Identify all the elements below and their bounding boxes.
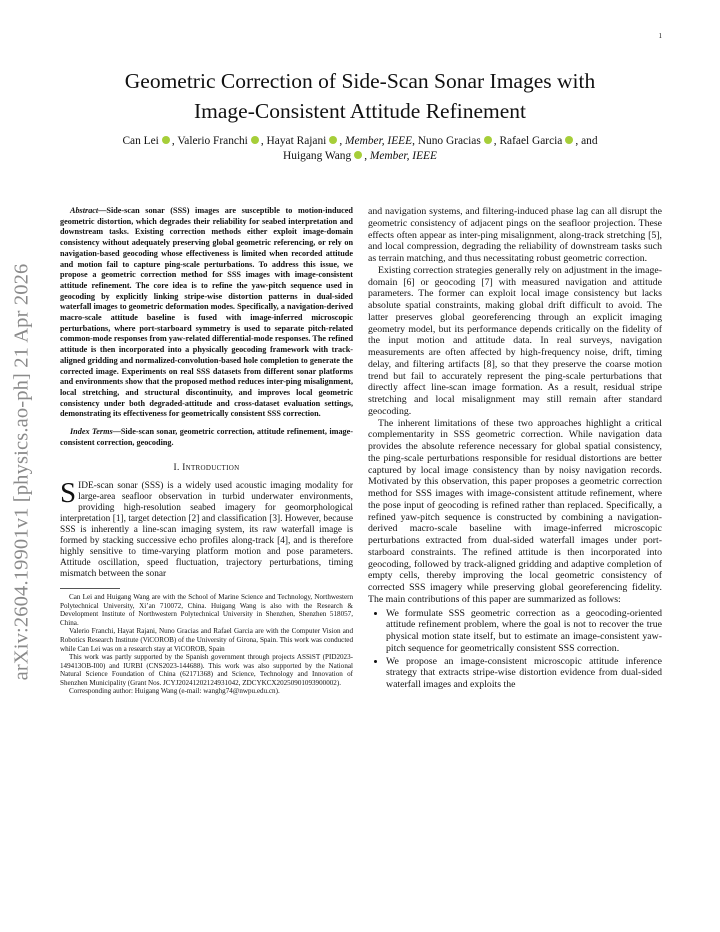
orcid-icon[interactable] xyxy=(251,136,259,144)
left-column xyxy=(60,206,353,696)
author-role: Member, IEEE xyxy=(369,150,437,162)
page-number: 1 xyxy=(658,32,662,40)
footnote: Corresponding author: Huigang Wang (e-mail: wanghg74@nwpu.edu.cn). xyxy=(69,687,280,696)
index-terms-text: —Side-scan sonar, geometric correction, attitude refinement, image-consistent correction, geocoding. xyxy=(60,427,353,447)
abstract-text: —Side-scan sonar (SSS) images are susceptible to motion-induced geometric distortion, which degrades their reliability for seabed interpretation and downstream tasks. Existing correction methods either exploit image-domain consistency without adequately preserving global geometric referencing, or rely on navigation-based geocoding whose effectiveness is limited when recorded attitude and motion fail to capture ping-scale perturbations. To address this issue, we propose a geometric correction method for SSS images with image-consistent attitude refinement. The core idea is to refine the yaw-pitch sequence used in geocoding by explicitly linking stripe-wise distortion patterns in dual-sided waterfall images to geometric deformation modes. Specifically, a navigation-derived macro-scale attitude baseline is fused with image-inferred microscopic perturbations, where port-starboard symmetry is used to separate pitch-related common-mode responses from yaw-related differential-mode responses. The refined attitude is then incorporated into a physically geocoding framework with track-aligned gridding and normalized-convolution-based hole completion to generate the corrected image. Experiments on real SSS datasets from different sonar platforms and environments show that the proposed method reduces inter-ping misalignment, local stretching, and structural discontinuity, and improves local geometric consistency under both degraded-attitude and cross-dataset evaluation settings, demonstrating its effectiveness for geometrically consistent SSS correction. xyxy=(60,206,353,419)
index-terms xyxy=(60,427,353,448)
author-name: Can Lei xyxy=(122,135,159,147)
body-paragraph: The inherent limitations of these two approaches highlight a critical complementarity in SSS geometric correction. While navigation data provides the absolute reference necessary for global spatial consistency, the ping-scale perturbations responsible for residual distortions are better captured by local image consistency than by noisy navigation records. Motivated by this observation, this paper proposes a geometric correction method for SSS images with image-consistent attitude refinement, where the pose input of geocoding is refined rather than replaced. Specifically, a refined yaw-pitch sequence is constructed by combining a navigation-derived macro-scale baseline with image-inferred microscopic perturbations extracted from dual-sided waterfall images under port-starboard constraints. The refined attitude is then incorporated into geocoding, followed by track-aligned gridding and adaptive completion of empty cells, thereby improving the local geometric consistency of corrected SSS imagery while preserving global georeferencing fidelity. The main contributions of this paper are summarized as follows: xyxy=(368,417,662,605)
index-terms-label: Index Terms xyxy=(70,427,113,437)
section-title: Introduction xyxy=(182,463,240,474)
author-name: Huigang Wang xyxy=(283,150,352,162)
arxiv-stamp xyxy=(2,248,42,696)
right-column xyxy=(368,206,662,692)
title-line-1: Geometric Correction of Side-Scan Sonar Images with xyxy=(124,69,596,93)
abstract xyxy=(60,206,353,420)
author-list: Can Lei , Valerio Franchi , Hayat Rajani , Member, IEEE, Nuno Gracias , Rafael Garcia , and Huigang Wang , Member, IEEE xyxy=(122,135,598,162)
abstract-label: Abstract xyxy=(70,206,99,215)
author-role: Member, IEEE xyxy=(345,135,413,147)
orcid-icon[interactable] xyxy=(354,151,362,159)
footnote: Valerio Franchi, Hayat Rajani, Nuno Gracias and Rafael Garcia are with the Computer Vision and Robotics Research Institute (ViCOROB) of the University of Girona, Spain. This work was conducted while Can Lei was on a research stay at ViCOROB, Spain xyxy=(60,627,353,653)
author-name: , Hayat Rajani xyxy=(260,135,327,147)
footnote: This work was partly supported by the Spanish government through projects ASSiST (PID2023-149413OB-I00) and IURBI (CNS2023-144688). This work was also supported by the National Natural Science Foundation of China (62171368) and Science, Technology and Innovation of Shenzhen Municipality (Grant Nos. JCYJ20241202124931042, ZDCYKCX20250901093900002). xyxy=(60,653,353,687)
author-name: , Nuno Gracias xyxy=(412,135,481,147)
list-item: • We formulate SSS geometric correction as a geocoding-oriented attitude refinement problem, where the goal is not to recover the true physical motion state itself, but to estimate an image-consistent yaw-pitch sequence for geometrically consistent SSS correction. xyxy=(386,608,662,655)
orcid-icon[interactable] xyxy=(565,136,573,144)
author-name: , and xyxy=(575,135,598,147)
title-line-2: Image-Consistent Attitude Refinement xyxy=(194,99,526,123)
list-item: • We propose an image-consistent microscopic attitude inference strategy that extracts stripe-wise distortion evidence from dual-sided waterfall images and exploits the xyxy=(386,656,662,691)
paper-title xyxy=(60,66,660,126)
footnote: Can Lei and Huigang Wang are with the School of Marine Science and Technology, Northwestern Polytechnical University, Xi’an 710072, China. Huigang Wang is also with the Research & Development Institute of Northwestern Polytechnical University in Shenzhen, Shenzhen 518057, China. xyxy=(60,592,353,627)
body-paragraph: and navigation systems, and filtering-induced phase lag can all disrupt the geometric consistency of adjacent pings on the seafloor projection. These effects often appear as inter-ping misalignment, along-track stretching [5], and local compression, degrading the reliability of downstream tasks such as terrain matching, and thus necessitating robust geometric correction. xyxy=(368,206,662,264)
author-name: , Rafael Garcia xyxy=(493,135,563,147)
arxiv-stamp-text: arXiv:2604.19901v1 [physics.ao-ph] 21 Apr 2026 xyxy=(10,263,33,681)
body-paragraph: Existing correction strategies generally rely on adjustment in the image-domain [6] or geocoding [7] with measured navigation and attitude parameters. The former can exploit local image consistency but lacks absolute spatial constraints, making global drift difficult to avoid. The latter preserves global georeferencing through an explicit imaging geometry model, but its performance depends critically on the fidelity of the input motion and attitude data. In real surveys, navigation measurements are often affected by high-frequency noise, drift, timing delay, and filtering artifacts [8], so that they preserve the coarse motion trend but fail to accurately represent the ping-scale perturbations that directly affect line-scan image formation. As a result, residual stripe stretching and local misalignment may still remain after standard geocoding. xyxy=(368,264,662,417)
section-heading xyxy=(60,463,353,474)
orcid-icon[interactable] xyxy=(484,136,492,144)
orcid-icon[interactable] xyxy=(329,136,337,144)
intro-paragraph xyxy=(60,476,353,580)
author-name: , Valerio Franchi xyxy=(171,135,248,147)
intro-text: IDE-scan sonar (SSS) is a widely used acoustic imaging modality for large-area seafloor observation in turbid underwater environments, providing high-resolution seabed imagery for geomorphological interpretation [1], target detection [2] and classification [3]. However, because SSS is inherently a line-scan imaging system, its raw waterfall image is formed by stacking successive echo profiles along-track [4], and is therefore highly sensitive to time-varying platform motion and pose parameters. Attitude oscillation, speed fluctuation, trajectory perturbations, timing mismatch between the sonar xyxy=(60,480,353,579)
section-number: I. xyxy=(173,463,183,474)
orcid-icon[interactable] xyxy=(162,136,170,144)
drop-cap: S xyxy=(60,476,77,509)
contribution-list xyxy=(368,608,662,691)
footnote-rule xyxy=(60,588,120,589)
